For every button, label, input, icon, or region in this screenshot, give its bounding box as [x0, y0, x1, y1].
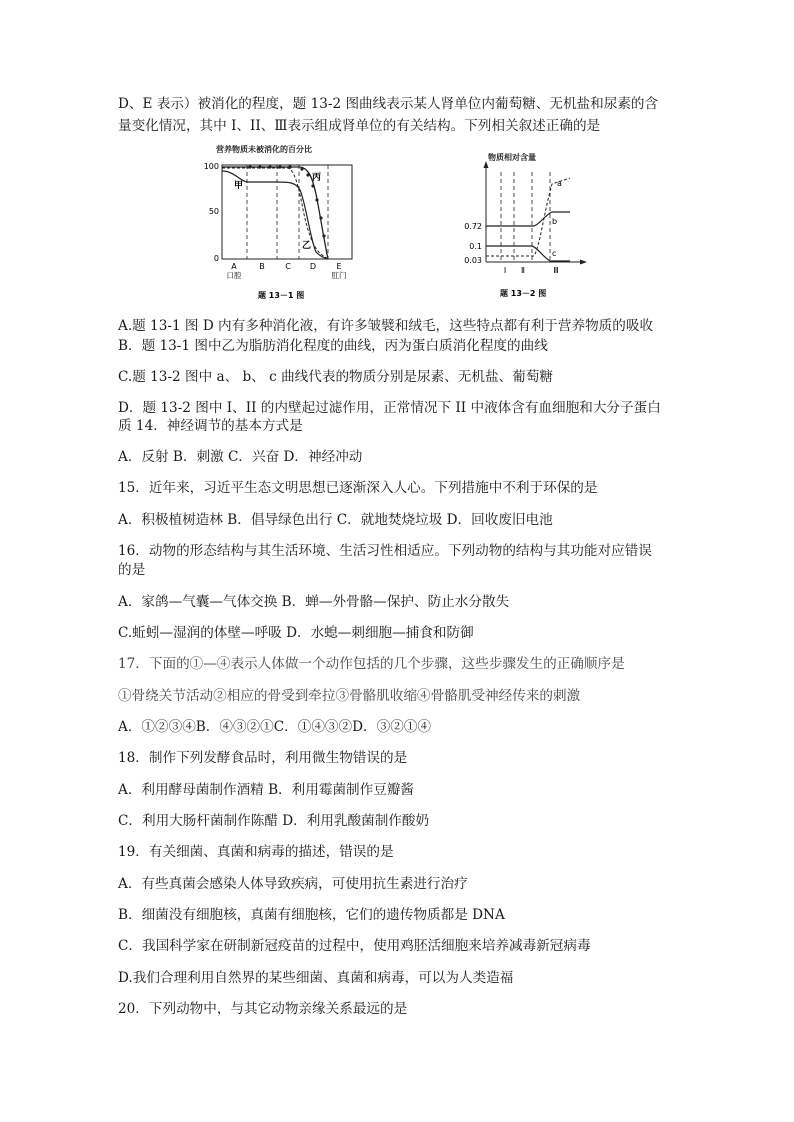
- fig2-ytick-072: 0.72: [464, 222, 482, 231]
- fig2-label-a: a: [557, 179, 562, 188]
- q13-option-a: A.题 13-1 图 D 内有多种消化液，有许多皱襞和绒毛，这些特点都有利于营养物质的吸收: [118, 318, 654, 334]
- q16-question: 16．动物的形态结构与其生活环境、生活习性相适应。下列动物的结构与其功能对应错误: [118, 543, 652, 559]
- q16-question-cont: 的是: [118, 562, 146, 578]
- q14-question: 质 14．神经调节的基本方式是: [118, 418, 303, 434]
- q18-question: 18．制作下列发酵食品时，利用微生物错误的是: [118, 750, 408, 766]
- figure-13-1: [190, 142, 370, 304]
- fig1-ytick-0: 0: [213, 254, 219, 263]
- fig1-caption: 题 13－1 图: [258, 291, 305, 300]
- fig2-xtick-2: Ⅱ: [521, 266, 525, 275]
- fig1-xtick-a: A: [231, 262, 237, 271]
- fig2-x-arrow: [580, 260, 587, 265]
- q18-options-cd: C．利用大肠杆菌制作陈醋 D．利用乳酸菌制作酸奶: [118, 813, 430, 829]
- fig2-label-c: c: [552, 249, 557, 258]
- fig1-xtick-e: E: [336, 262, 342, 271]
- q13-option-c: C.题 13-2 图中 a、 b、 c 曲线代表的物质分别是尿素、无机盐、葡萄糖: [118, 369, 553, 385]
- fig1-xtick-d: D: [309, 262, 317, 271]
- fig2-label-b: b: [552, 217, 558, 226]
- fig1-ytick-50: 50: [208, 207, 219, 216]
- fig2-xtick-1: Ⅰ: [503, 266, 507, 275]
- fig2-xtick-3: Ⅲ: [553, 266, 559, 275]
- fig2-curve-b: [486, 212, 570, 226]
- q20-question: 20．下列动物中，与其它动物亲缘关系最远的是: [118, 1001, 408, 1017]
- q17-steps: ①骨绕关节活动②相应的骨受到牵拉③骨骼肌收缩④骨骼肌受神经传来的刺激: [118, 688, 581, 704]
- intro-line-2: 量变化情况，其中 I、II、Ⅲ表示组成肾单位的有关结构。下列相关叙述正确的是: [118, 118, 601, 134]
- q19-option-b: B．细菌没有细胞核，真菌有细胞核，它们的遗传物质都是 DNA: [118, 907, 505, 923]
- q19-question: 19．有关细菌、真菌和病毒的描述，错误的是: [118, 844, 394, 860]
- q17-options: A．①②③④B．④③②①C．①④③②D．③②①④: [118, 719, 431, 735]
- fig1-label-yi: 乙: [302, 241, 312, 251]
- fig2-y-arrow: [484, 161, 489, 168]
- fig1-xtick-c: C: [285, 262, 291, 271]
- q19-option-a: A．有些真菌会感染人体导致疾病，可使用抗生素进行治疗: [118, 876, 468, 892]
- q13-option-d: D．题 13-2 图中 I、II 的内壁起过滤作用，正常情况下 II 中液体含有血细胞和大分子蛋白: [118, 400, 661, 416]
- fig2-curve-a: [486, 178, 570, 256]
- fig1-title: 营养物质未被消化的百分比: [216, 145, 312, 154]
- fig2-curve-c: [486, 246, 570, 261]
- fig2-title: 物质相对含量: [488, 153, 536, 162]
- figure-13-2: [452, 142, 592, 304]
- q16-options-ab: A．家鸽—气囊—气体交换 B．蝉—外骨骼—保护、防止水分散失: [118, 594, 510, 610]
- q14-options: A．反射 B．刺激 C．兴奋 D．神经冲动: [118, 449, 363, 465]
- fig1-xtick-b: B: [259, 262, 265, 271]
- fig1-xsub-anus: 肛门: [331, 271, 347, 280]
- q19-option-d: D.我们合理利用自然界的某些细菌、真菌和病毒，可以为人类造福: [118, 970, 514, 986]
- fig2-caption: 题 13－2 图: [500, 289, 547, 298]
- q17-question: 17．下面的①—④表示人体做一个动作包括的几个步骤，这些步骤发生的正确顺序是: [118, 656, 625, 672]
- fig1-xsub-mouth: 口腔: [226, 271, 242, 280]
- fig1-ytick-100: 100: [203, 162, 219, 171]
- q13-option-b: B．题 13-1 图中乙为脂肪消化程度的曲线，丙为蛋白质消化程度的曲线: [118, 338, 548, 354]
- intro-line-1: D、E 表示）被消化的程度，题 13-2 图曲线表示某人肾单位内葡萄糖、无机盐和尿素的含: [118, 96, 659, 112]
- q15-options: A．积极植树造林 B．倡导绿色出行 C．就地焚烧垃圾 D．回收废旧电池: [118, 512, 553, 528]
- fig2-dividers: [501, 172, 550, 262]
- q15-question: 15．近年来，习近平生态文明思想已逐渐深入人心。下列措施中不利于环保的是: [118, 480, 598, 496]
- fig1-label-bing: 丙: [312, 173, 322, 183]
- fig1-label-jia: 甲: [234, 181, 244, 191]
- fig2-ytick-003: 0.03: [464, 256, 482, 265]
- q19-option-c: C．我国科学家在研制新冠疫苗的过程中，使用鸡胚活细胞来培养减毒新冠病毒: [118, 938, 591, 954]
- q16-options-cd: C.蚯蚓—湿润的体壁—呼吸 D．水螅—刺细胞—捕食和防御: [118, 625, 474, 641]
- fig2-ytick-01: 0.1: [469, 242, 482, 251]
- q18-options-ab: A．利用酵母菌制作酒精 B．利用霉菌制作豆瓣酱: [118, 782, 415, 798]
